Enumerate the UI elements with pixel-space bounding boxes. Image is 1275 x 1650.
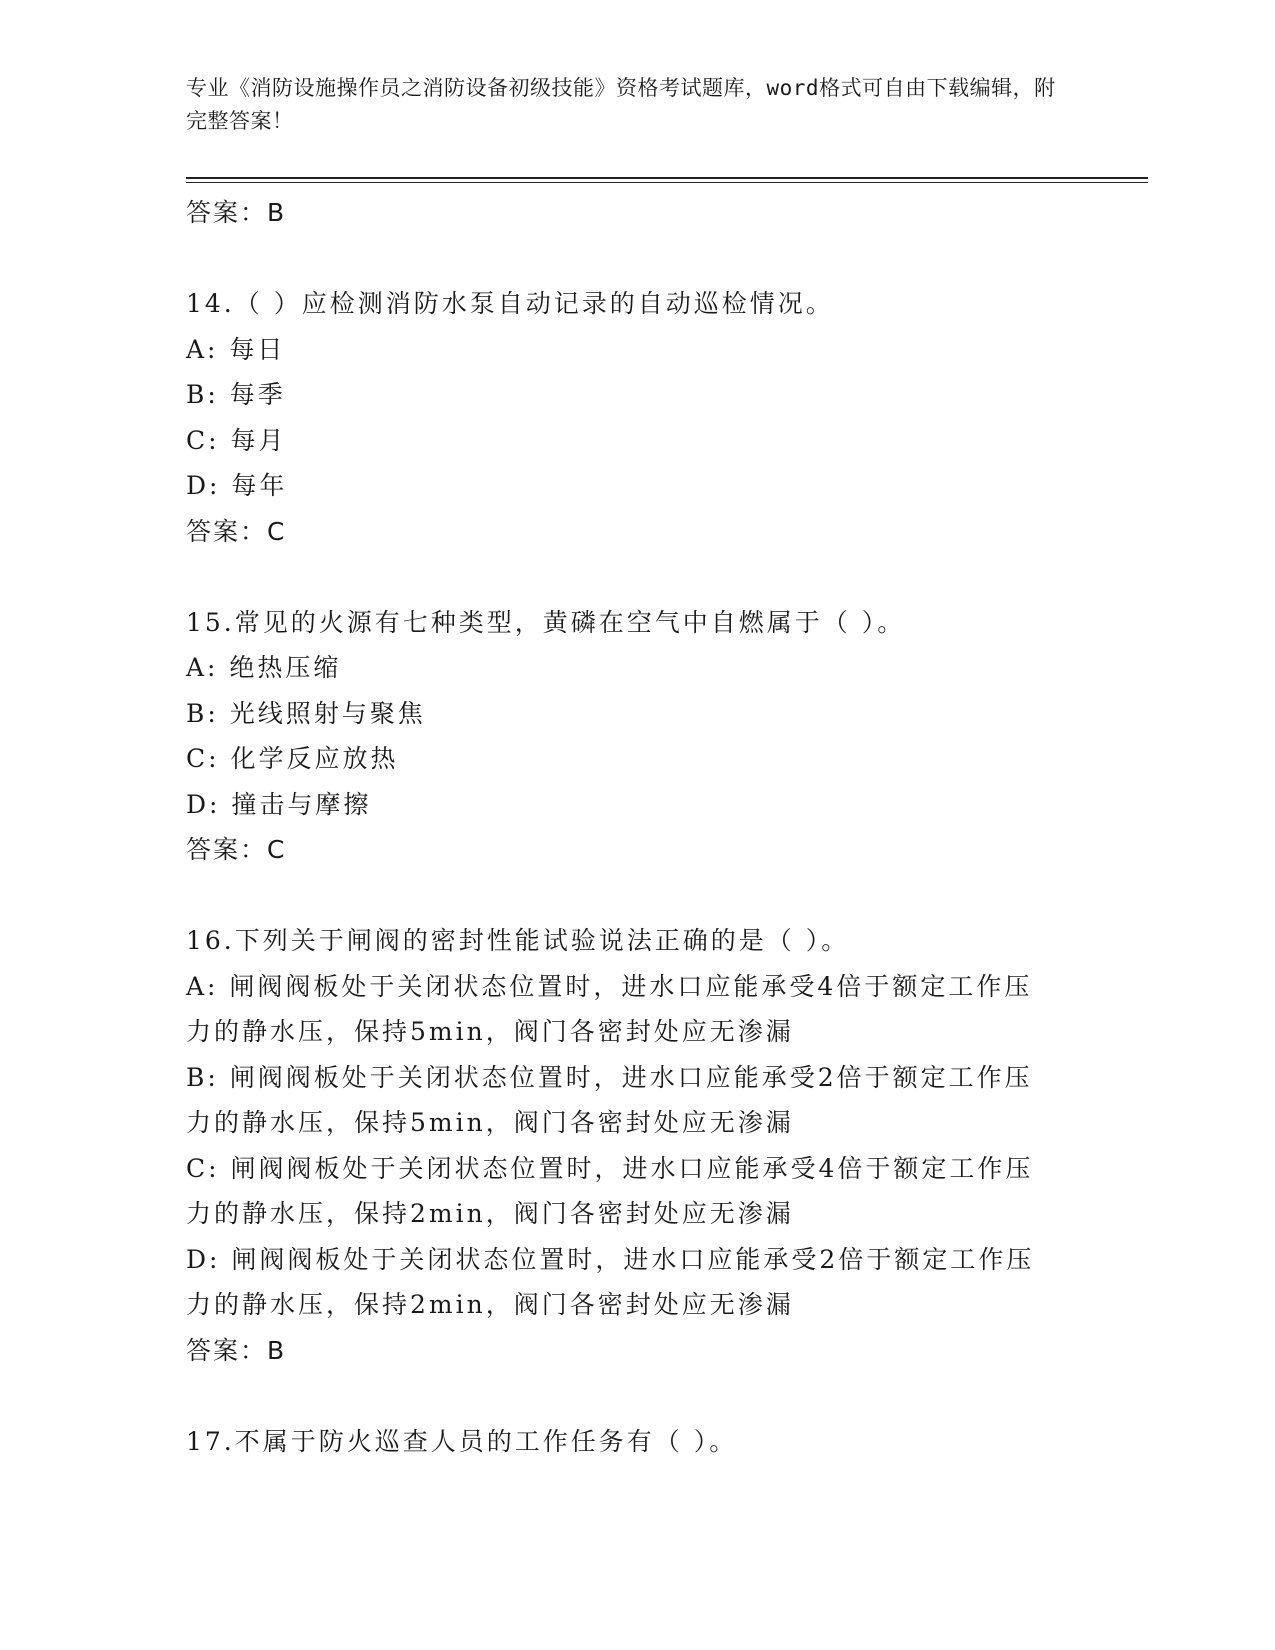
option-line-continued: 力的静水压，保持2min，阀门各密封处应无渗漏 <box>186 1290 794 1319</box>
option-line: B: 光线照射与聚焦 <box>186 698 426 728</box>
question-14-text: 14.（ ）应检测消防水泵自动记录的自动巡检情况。 <box>186 289 834 318</box>
option-line-continued: 力的静水压，保持5min，阀门各密封处应无渗漏 <box>186 1108 794 1137</box>
option-line: B: 闸阀阀板处于关闭状态位置时，进水口应能承受2倍于额定工作压 <box>186 1062 1033 1092</box>
option-line: A: 闸阀阀板处于关闭状态位置时，进水口应能承受4倍于额定工作压 <box>186 971 1033 1001</box>
header-divider-thick <box>186 177 1148 179</box>
option-line-continued: 力的静水压，保持2min，阀门各密封处应无渗漏 <box>186 1199 794 1228</box>
question-list <box>186 190 1086 1464</box>
option-line: C: 每月 <box>186 425 287 455</box>
spacer <box>186 554 1086 600</box>
question-16-text: 16.下列关于闸阀的密封性能试验说法正确的是（ ）。 <box>186 926 850 955</box>
option-line: D: 闸阀阀板处于关闭状态位置时，进水口应能承受2倍于额定工作压 <box>186 1244 1035 1274</box>
answer-line: 答案：C <box>186 835 287 864</box>
option-line: D: 撞击与摩擦 <box>186 789 372 819</box>
option-line: A: 每日 <box>186 334 286 364</box>
answer-line: 答案：B <box>186 1335 287 1365</box>
option-line: C: 闸阀阀板处于关闭状态位置时，进水口应能承受4倍于额定工作压 <box>186 1153 1034 1183</box>
spacer <box>186 236 1086 282</box>
question-15-text: 15.常见的火源有七种类型，黄磷在空气中自燃属于（ ）。 <box>186 607 906 637</box>
answer-line: 答案：B <box>186 198 287 227</box>
option-line: A: 绝热压缩 <box>186 653 342 682</box>
option-line: B: 每季 <box>186 380 286 409</box>
spacer <box>186 873 1086 919</box>
header-divider-thin <box>186 182 1148 183</box>
answer-line: 答案：C <box>186 516 287 546</box>
option-line: D: 每年 <box>186 471 288 500</box>
option-line: C: 化学反应放热 <box>186 744 399 773</box>
question-17-text: 17.不属于防火巡查人员的工作任务有（ ）。 <box>186 1426 738 1456</box>
spacer <box>186 1373 1086 1419</box>
option-line-continued: 力的静水压，保持5min，阀门各密封处应无渗漏 <box>186 1017 794 1046</box>
document-header: 专业《消防设施操作员之消防设备初级技能》资格考试题库，word格式可自由下载编辑，附完整答案！ <box>186 76 1056 133</box>
